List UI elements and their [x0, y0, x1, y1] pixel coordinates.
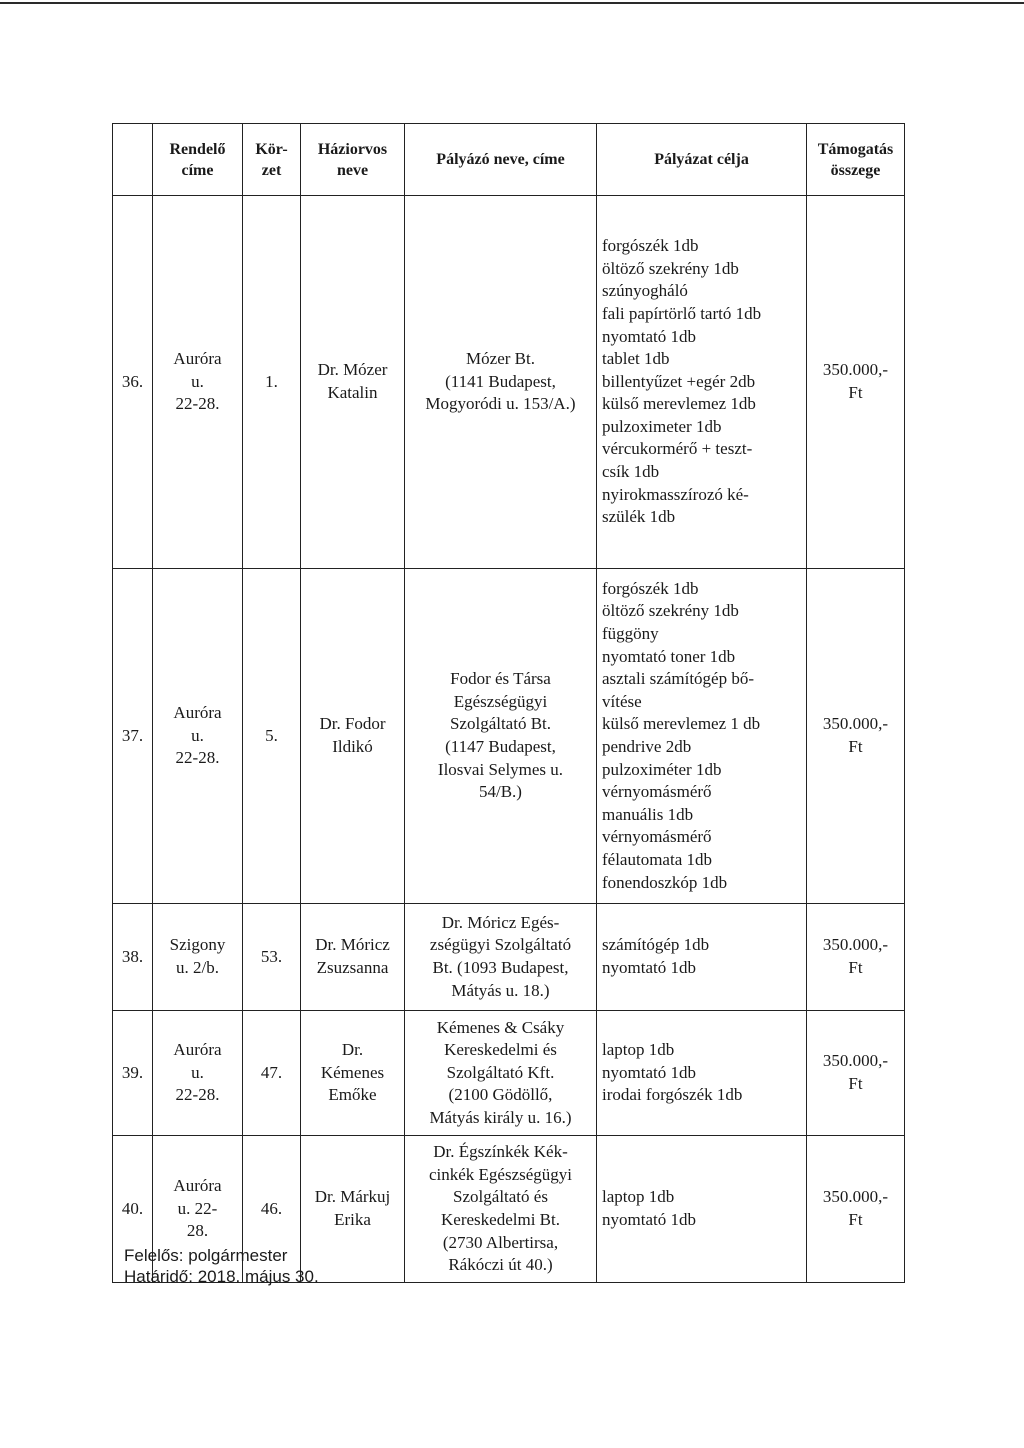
- purpose-line: nyomtató 1db: [602, 1210, 696, 1229]
- purpose-line: nyomtató 1db: [602, 1062, 696, 1082]
- grant-table: [112, 123, 905, 1283]
- footer-deadline: Határidő: 2018. május 30.: [124, 1267, 319, 1286]
- cell-address: [153, 1011, 243, 1136]
- purpose-line: vérnyomásmérő: [602, 827, 712, 847]
- doctor-line: Dr. Márkuj: [314, 1187, 391, 1207]
- cell-applicant: [405, 904, 597, 1011]
- table-row: [113, 904, 905, 1011]
- footer: [124, 1245, 319, 1287]
- cell-district: 53.: [243, 904, 301, 1011]
- header-district: Kör-zet: [243, 124, 301, 196]
- amount-line: Ft: [848, 1074, 863, 1093]
- cell-address: [153, 904, 243, 1011]
- cell-amount: [807, 1136, 905, 1283]
- applicant-line: 54/B.): [479, 782, 522, 802]
- header-num: [113, 124, 153, 196]
- address-line: Auróra: [173, 1040, 222, 1060]
- applicant-line: (2100 Gödöllő,: [448, 1085, 553, 1105]
- purpose-line: fonendoszkóp 1db: [602, 872, 728, 892]
- cell-purpose: [597, 904, 807, 1011]
- purpose-line: nyomtató 1db: [602, 326, 696, 346]
- applicant-line: Ilosvai Selymes u.: [437, 759, 564, 779]
- cell-amount: [807, 1011, 905, 1136]
- cell-doctor: [301, 1011, 405, 1136]
- purpose-line: forgószék 1db: [602, 236, 699, 256]
- address-line: u.: [191, 725, 204, 745]
- amount-line: Ft: [848, 958, 863, 977]
- purpose-line: félautomata 1db: [602, 849, 712, 869]
- applicant-line: Szolgáltató Bt.: [449, 714, 552, 734]
- purpose-line: forgószék 1db: [602, 578, 699, 598]
- cell-district: 46.: [243, 1136, 301, 1283]
- applicant-line: zségügyi Szolgáltató: [429, 935, 572, 955]
- cell-num: 39.: [113, 1011, 153, 1136]
- cell-doctor: [301, 569, 405, 904]
- applicant-line: Dr. Móricz Egés-: [441, 912, 560, 932]
- purpose-line: pulzoximéter 1db: [602, 759, 722, 779]
- address-line: u. 2/b.: [176, 958, 219, 977]
- purpose-line: függöny: [602, 624, 659, 644]
- applicant-line: Dr. Égszínkék Kék-: [433, 1142, 568, 1162]
- cell-amount: [807, 196, 905, 569]
- table-row: [113, 569, 905, 904]
- purpose-line: szúnyogháló: [602, 281, 688, 301]
- purpose-line: nyirokmasszírozó ké-: [602, 484, 749, 504]
- purpose-line: szülék 1db: [602, 507, 676, 527]
- amount-line: 350.000,-: [822, 935, 889, 955]
- address-line: Auróra: [173, 703, 222, 723]
- footer-responsible: Felelős: polgármester: [124, 1246, 288, 1265]
- cell-amount: [807, 904, 905, 1011]
- doctor-line: Dr. Fodor: [319, 714, 386, 734]
- address-line: u.: [191, 1062, 204, 1082]
- purpose-line: asztali számítógép bő-: [602, 669, 755, 689]
- cell-doctor: [301, 904, 405, 1011]
- table-row: [113, 196, 905, 569]
- purpose-line: irodai forgószék 1db: [602, 1085, 743, 1105]
- doctor-line: Dr. Mózer: [317, 360, 388, 380]
- cell-district: 47.: [243, 1011, 301, 1136]
- applicant-line: Kereskedelmi és: [444, 1040, 557, 1060]
- address-line: Szigony: [169, 935, 226, 955]
- cell-num: 36.: [113, 196, 153, 569]
- address-line: Auróra: [173, 349, 222, 369]
- header-purpose: Pályázat célja: [597, 124, 807, 196]
- header-doctor: Háziorvos neve: [301, 124, 405, 196]
- header-applicant: Pályázó neve, címe: [405, 124, 597, 196]
- applicant-line: Bt. (1093 Budapest,: [432, 958, 569, 977]
- applicant-line: (1141 Budapest,: [445, 371, 556, 391]
- applicant-line: Rákóczi út 40.): [448, 1255, 553, 1275]
- doctor-line: Katalin: [327, 383, 378, 402]
- cell-address: [153, 569, 243, 904]
- cell-purpose: [597, 1011, 807, 1136]
- applicant-line: Szolgáltató és: [453, 1187, 548, 1207]
- applicant-line: Mátyás király u. 16.): [429, 1107, 572, 1127]
- cell-purpose: [597, 196, 807, 569]
- cell-purpose: [597, 569, 807, 904]
- cell-applicant: [405, 1136, 597, 1283]
- doctor-line: Dr. Móricz: [315, 935, 390, 955]
- top-rule: [0, 2, 1024, 4]
- amount-line: 350.000,-: [822, 1051, 889, 1071]
- address-line: 22-28.: [175, 394, 220, 414]
- purpose-line: billentyűzet +egér 2db: [602, 371, 756, 391]
- cell-num: 37.: [113, 569, 153, 904]
- purpose-line: manuális 1db: [602, 804, 694, 824]
- header-address: Rendelő címe: [153, 124, 243, 196]
- doctor-line: Zsuzsanna: [316, 958, 389, 977]
- purpose-line: fali papírtörlő tartó 1db: [602, 303, 762, 323]
- purpose-line: külső merevlemez 1 db: [602, 714, 761, 734]
- cell-address: [153, 196, 243, 569]
- address-line: 22-28.: [175, 748, 220, 768]
- purpose-line: nyomtató toner 1db: [602, 646, 736, 666]
- applicant-line: cinkék Egészségügyi: [428, 1164, 573, 1184]
- cell-applicant: [405, 1011, 597, 1136]
- cell-applicant: [405, 196, 597, 569]
- header-row: [113, 124, 905, 196]
- applicant-line: Szolgáltató Kft.: [446, 1062, 555, 1082]
- applicant-line: Mózer Bt.: [466, 349, 535, 369]
- address-line: u.: [191, 371, 204, 391]
- amount-line: Ft: [848, 383, 863, 402]
- purpose-line: nyomtató 1db: [602, 958, 696, 977]
- amount-line: Ft: [848, 737, 863, 756]
- address-line: u. 22-: [177, 1198, 218, 1218]
- applicant-line: Kereskedelmi Bt.: [441, 1210, 560, 1229]
- table-row: [113, 1011, 905, 1136]
- purpose-line: számítógép 1db: [602, 935, 710, 955]
- doctor-line: Emőke: [328, 1085, 377, 1105]
- purpose-line: külső merevlemez 1db: [602, 394, 756, 414]
- cell-amount: [807, 569, 905, 904]
- purpose-line: laptop 1db: [602, 1187, 675, 1207]
- amount-line: Ft: [848, 1210, 863, 1229]
- purpose-line: öltöző szekrény 1db: [602, 258, 739, 278]
- applicant-line: Mogyoródi u. 153/A.): [425, 394, 576, 414]
- applicant-line: Mátyás u. 18.): [451, 980, 550, 1000]
- purpose-line: pulzoximeter 1db: [602, 416, 722, 436]
- purpose-line: csík 1db: [602, 462, 660, 482]
- purpose-line: laptop 1db: [602, 1040, 675, 1060]
- cell-district: 5.: [243, 569, 301, 904]
- applicant-line: (1147 Budapest,: [445, 737, 556, 756]
- doctor-line: Erika: [334, 1210, 371, 1229]
- purpose-line: vérnyomásmérő: [602, 782, 712, 802]
- cell-applicant: [405, 569, 597, 904]
- applicant-line: (2730 Albertirsa,: [442, 1232, 559, 1252]
- address-line: 28.: [186, 1221, 209, 1241]
- address-line: 22-28.: [175, 1085, 220, 1105]
- purpose-line: tablet 1db: [602, 349, 670, 369]
- cell-purpose: [597, 1136, 807, 1283]
- purpose-line: pendrive 2db: [602, 737, 692, 756]
- purpose-line: vércukormérő + teszt-: [602, 439, 753, 459]
- amount-line: 350.000,-: [822, 714, 889, 734]
- doctor-line: Kémenes: [320, 1062, 385, 1082]
- doctor-line: Ildikó: [332, 737, 373, 756]
- header-amount: Támogatás összege: [807, 124, 905, 196]
- cell-num: 38.: [113, 904, 153, 1011]
- cell-num: 40.: [113, 1136, 153, 1283]
- applicant-line: Fodor és Társa: [450, 669, 551, 689]
- cell-district: 1.: [243, 196, 301, 569]
- address-line: Auróra: [173, 1176, 222, 1196]
- amount-line: 350.000,-: [822, 1187, 889, 1207]
- purpose-line: öltöző szekrény 1db: [602, 601, 739, 621]
- doctor-line: Dr.: [341, 1040, 364, 1060]
- purpose-line: vítése: [602, 691, 642, 711]
- cell-doctor: [301, 196, 405, 569]
- applicant-line: Kémenes & Csáky: [436, 1017, 565, 1037]
- applicant-line: Egészségügyi: [453, 691, 548, 711]
- amount-line: 350.000,-: [822, 360, 889, 380]
